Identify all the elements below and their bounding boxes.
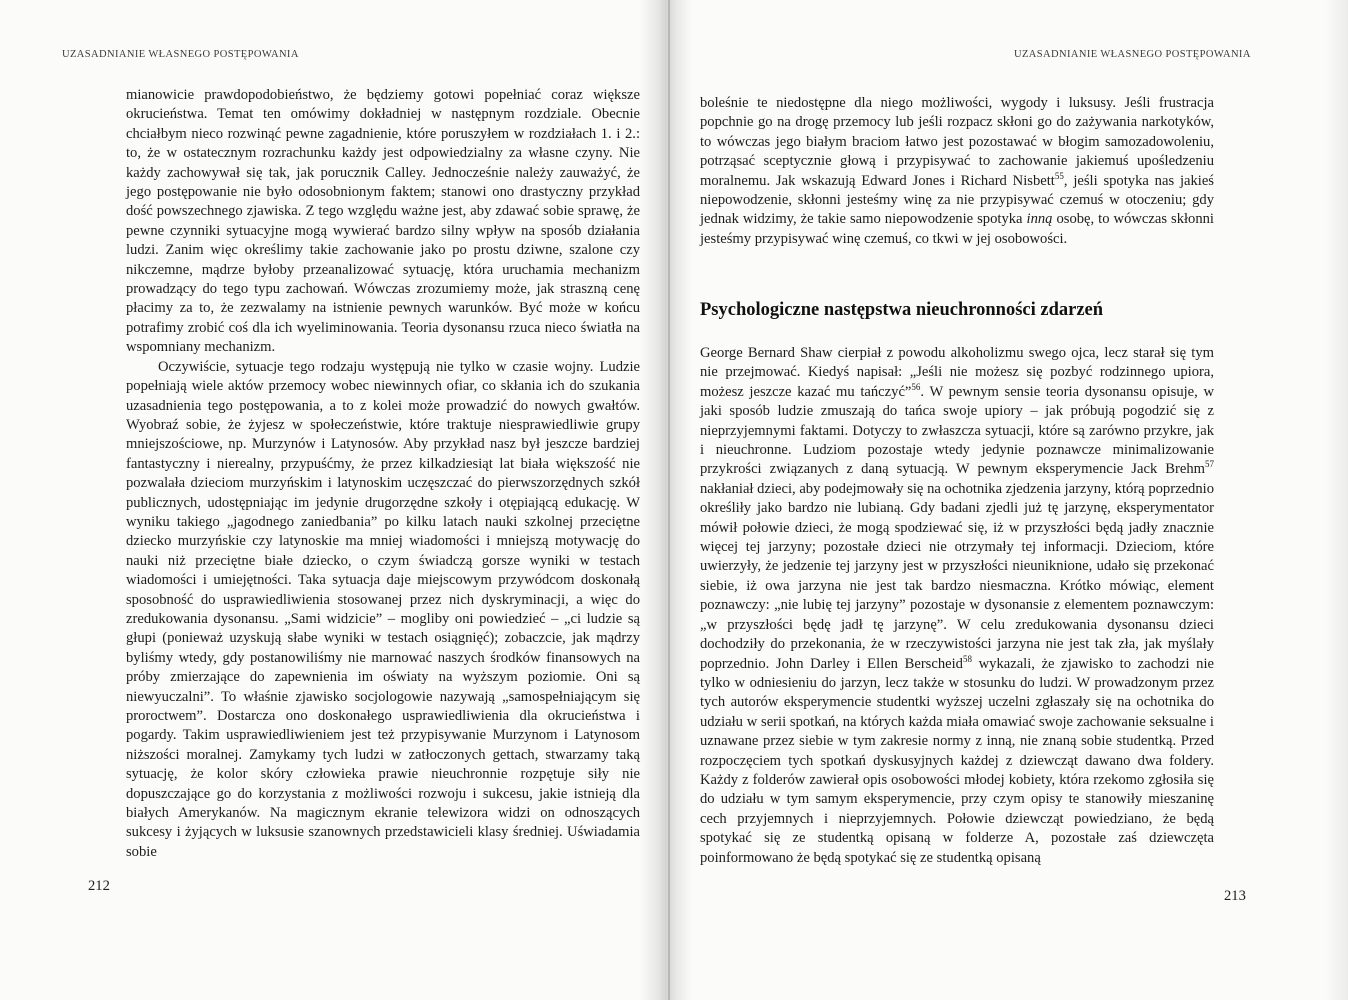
page-number-left: 212 — [88, 878, 110, 894]
emphasis-text: inną — [1026, 211, 1053, 228]
body-paragraph: Oczywiście, sytuacje tego rodzaju występują nie tylko w czasie wojny. Ludzie popełniają wiele aktów przemocy wobec niewinnych ofiar, co skłania ich do szukania uzasadnienia tego postępowania, a to z kolei może prowadzić do nowych gwałtów. Wyobraź sobie, że żyjesz w społeczeństwie, które traktuje niesprawiedliwie grupy mniejszościowe, np. Murzynów i Latynosów. Aby przykład nasz był jeszcze bardziej fantastyczny i nierealny, przypuśćmy, że przez kilkadziesiąt lat biała większość nie pozwalała dzieciom murzyńskim i latynoskim uczęszczać do pierwszorzędnych szkół publicznych, udostępniając im jedynie drugorzędne szkoły i otępiającą edukację. W wyniku takiego „jagodnego zaniedbania” po kilku latach nauki szkolnej przeciętne dziecko murzyńskie czy latynoskie ma mniej wiadomości i mniejszą motywację do nauki niż przeciętne białe dziecko, o czym świadczą gorsze wyniki w testach wiadomości i umiejętności. Taka sytuacja daje miejscowym przywódcom doskonałą sposobność do usprawiedliwienia stosowanej przez nich dyskryminacji, a więc do zredukowania dysonansu. „Sami widzicie” – mogliby oni powiedzieć – „ci ludzie są głupi (ponieważ uzyskują słabe wyniki w testach osiągnięć); zobaczcie, jak mądrzy byliśmy wtedy, gdy postanowiliśmy nie marnować naszych środków finansowych na próby zmierzające do zapewnienia im oświaty na wyższym poziomie. Oni są niewyuczalni”. To właśnie zjawisko socjologowie nazywają „samospełniającym się proroctwem”. Dostarcza ono doskonałego usprawiedliwienia dla okrucieństwa i pogardy. Takim usprawiedliwieniem jest też przypisywanie Murzynom i Latynosom niższości moralnej. Zamykamy tych ludzi w zatłoczonych gettach, stwarzamy taką sytuację, że kolor skóry człowieka prawie nieuchronnie rozpętuje siły nie dopuszczające go do korzystania z możliwości rozwoju i sukcesu, jakie istnieją dla białych Amerykanów. Na magicznym ekranie telewizora widzi on odnoszących sukcesy i żyjących w luksusie szanownych przedstawicieli klasy średniej. Uświadamia sobie — [126, 358, 640, 860]
text-run: osobę, to wówczas skłonni jesteśmy przypisywać winę czemuś, co tkwi w jej osobowości. — [700, 211, 1214, 247]
footnote-ref: 56 — [911, 381, 921, 392]
book-spine-fold — [668, 0, 670, 1000]
book-gutter-shadow — [640, 0, 692, 1000]
body-paragraph — [700, 344, 1214, 868]
footnote-ref: 57 — [1205, 459, 1214, 470]
left-page — [0, 0, 640, 1000]
running-head-left: UZASADNIANIE WŁASNEGO POSTĘPOWANIA — [62, 49, 299, 60]
body-paragraph: mianowicie prawdopodobieństwo, że będziemy gotowi popełniać coraz większe okrucieństwa. Temat ten omówimy dokładniej w następnym rozdziale. Obecnie chciałbym nieco rozwinąć pewne zagadnienie, które poruszyłem w rozdziałach 1. i 2.: to, że w ostatecznym rozrachunku każdy jest odpowiedzialny za własne czyny. Nie każdy zachowywał się tak, jak porucznik Calley. Jednocześnie należy zauważyć, że jego postępowanie nie było odosobnionym faktem; stanowi ono drastyczny przykład dość powszechnego zjawiska. Z tego względu ważne jest, aby zdawać sobie sprawę, że pewne czynniki sytuacyjne mogą wywierać bardzo silny wpływ na sposób działania ludzi. Zanim więc określimy takie zachowanie jako po prostu dziwne, szalone czy nikczemne, mądrze byłoby przeanalizować sytuację, która uruchamia mechanizm prowadzący do tego typu zachowań. Wówczas zrozumiemy może, jak straszną cenę płacimy za to, że zezwalamy na istnienie pewnych warunków. Być może w końcu potrafimy zrobić coś dla ich wyeliminowania. Teoria dysonansu rzuca nieco światła na wspomniany mechanizm. — [126, 87, 640, 356]
text-run: nakłaniał dzieci, aby podejmowały się na ochotnika zjedzenia jarzyny, którą poprzednio określiły jako bardzo nie lubianą. Gdy badani zjedli już tę jarzynę, eksperymentator mówił połowie dzieci, że mogą spodziewać się, iż w przyszłości będą jadły znacznie więcej tej jarzyny; pozostałe dzieci nie otrzymały tej informacji. Dzieciom, które uwierzyły, że jedzenie tej jarzyny jest w przyszłości nieuniknione, udało się przekonać siebie, iż owa jarzyna nie jest tak bardzo niesmaczna. Krótko mówiąc, element poznawczy: „nie lubię tej jarzyny” pozostaje w dysonansie z elementem poznawczym: „w przyszłości będę jadł tę jarzynę”. W celu zredukowania dysonansu dzieci dochodziły do przekonania, że w rzeczywistości jarzyna nie jest tak zła, jak myślały poprzednio. John Darley i Ellen Berscheid — [700, 480, 1214, 672]
text-run: George Bernard Shaw cierpiał z powodu alkoholizmu swego ojca, lecz starał się tym nie przejmować. Kiedyś napisał: „Jeśli nie możesz się pozbyć rodzinnego upiora, możesz jeszcze kazać mu tańczyć” — [700, 345, 1214, 400]
text-run: wykazali, że zjawisko to zachodzi nie tylko w odniesieniu do jarzyn, lecz także w stosunku do ludzi. W prowadzonym przez tych autorów eksperymencie studentki wyższej uczelni zgłaszały się na ochotnika do udziału w serii spotkań, na których każda miała omawiać swoje zachowanie seksualne i uznawane przez siebie w tym zakresie normy z inną, nie znaną sobie studentką. Przed rozpoczęciem tych spotkań dyskusyjnych każdej z dziewcząt dawano dwa foldery. Każdy z folderów zawierał opis osobowości młodej kobiety, która rzekomo zgłosiła się do udziału w tym samym eksperymencie, przy czym opisy te stanowiły mieszaninę cech przyjemnych i nieprzyjemnych. Połowie dziewcząt powiedziano, że będą spotykać się ze studentką opisaną w folderze A, pozostałe zaś dziewczęta poinformowano że będą spotykać się ze studentką opisaną — [700, 655, 1214, 866]
running-head-right: UZASADNIANIE WŁASNEGO POSTĘPOWANIA — [1014, 49, 1251, 60]
footnote-ref: 55 — [1054, 170, 1064, 181]
right-page — [692, 0, 1348, 1000]
footnote-ref: 58 — [962, 653, 972, 664]
page-number-right: 213 — [1224, 888, 1246, 904]
text-run: . W pewnym sensie teoria dysonansu opisuje, w jaki sposób ludzie zmuszają do tańca swoje upiory – jak próbują pogodzić się z nieprzyjemnymi faktami. Dotyczy to zwłaszcza sytuacji, które są zarówno przykre, jak i nieuchronne. Ludziom pozostaje wtedy jedynie poznawcze minimalizowanie przykrości związanych z daną sytuacją. W pewnym eksperymencie Jack Brehm — [700, 383, 1214, 478]
right-page-section-text — [700, 344, 1214, 868]
left-page-body — [126, 86, 640, 862]
section-heading: Psychologiczne następstwa nieuchronności zdarzeń — [700, 300, 1104, 320]
text-run: boleśnie te niedostępne dla niego możliwości, wygody i luksusy. Jeśli frustracja popchnie go na drogę przemocy lub jeśli rozpacz skłoni go do zażywania narkotyków, to wówczas jego białym braciom łatwo jest pozostawać w błogim samozadowoleniu, potrząsać sceptycznie głową i przypisywać to zachowanie jakiemuś upośledzeniu moralnemu. Jak wskazują Edward Jones i Richard Nisbett — [700, 95, 1214, 189]
body-paragraph — [700, 94, 1214, 249]
right-page-top-text — [700, 94, 1214, 249]
text-run: , jeśli spotyka nas jakieś niepowodzenie, skłonni jesteśmy winę za nie przypisywać czemuś w otoczeniu; gdy jednak widzimy, że takie samo niepowodzenie spotyka — [700, 172, 1214, 228]
